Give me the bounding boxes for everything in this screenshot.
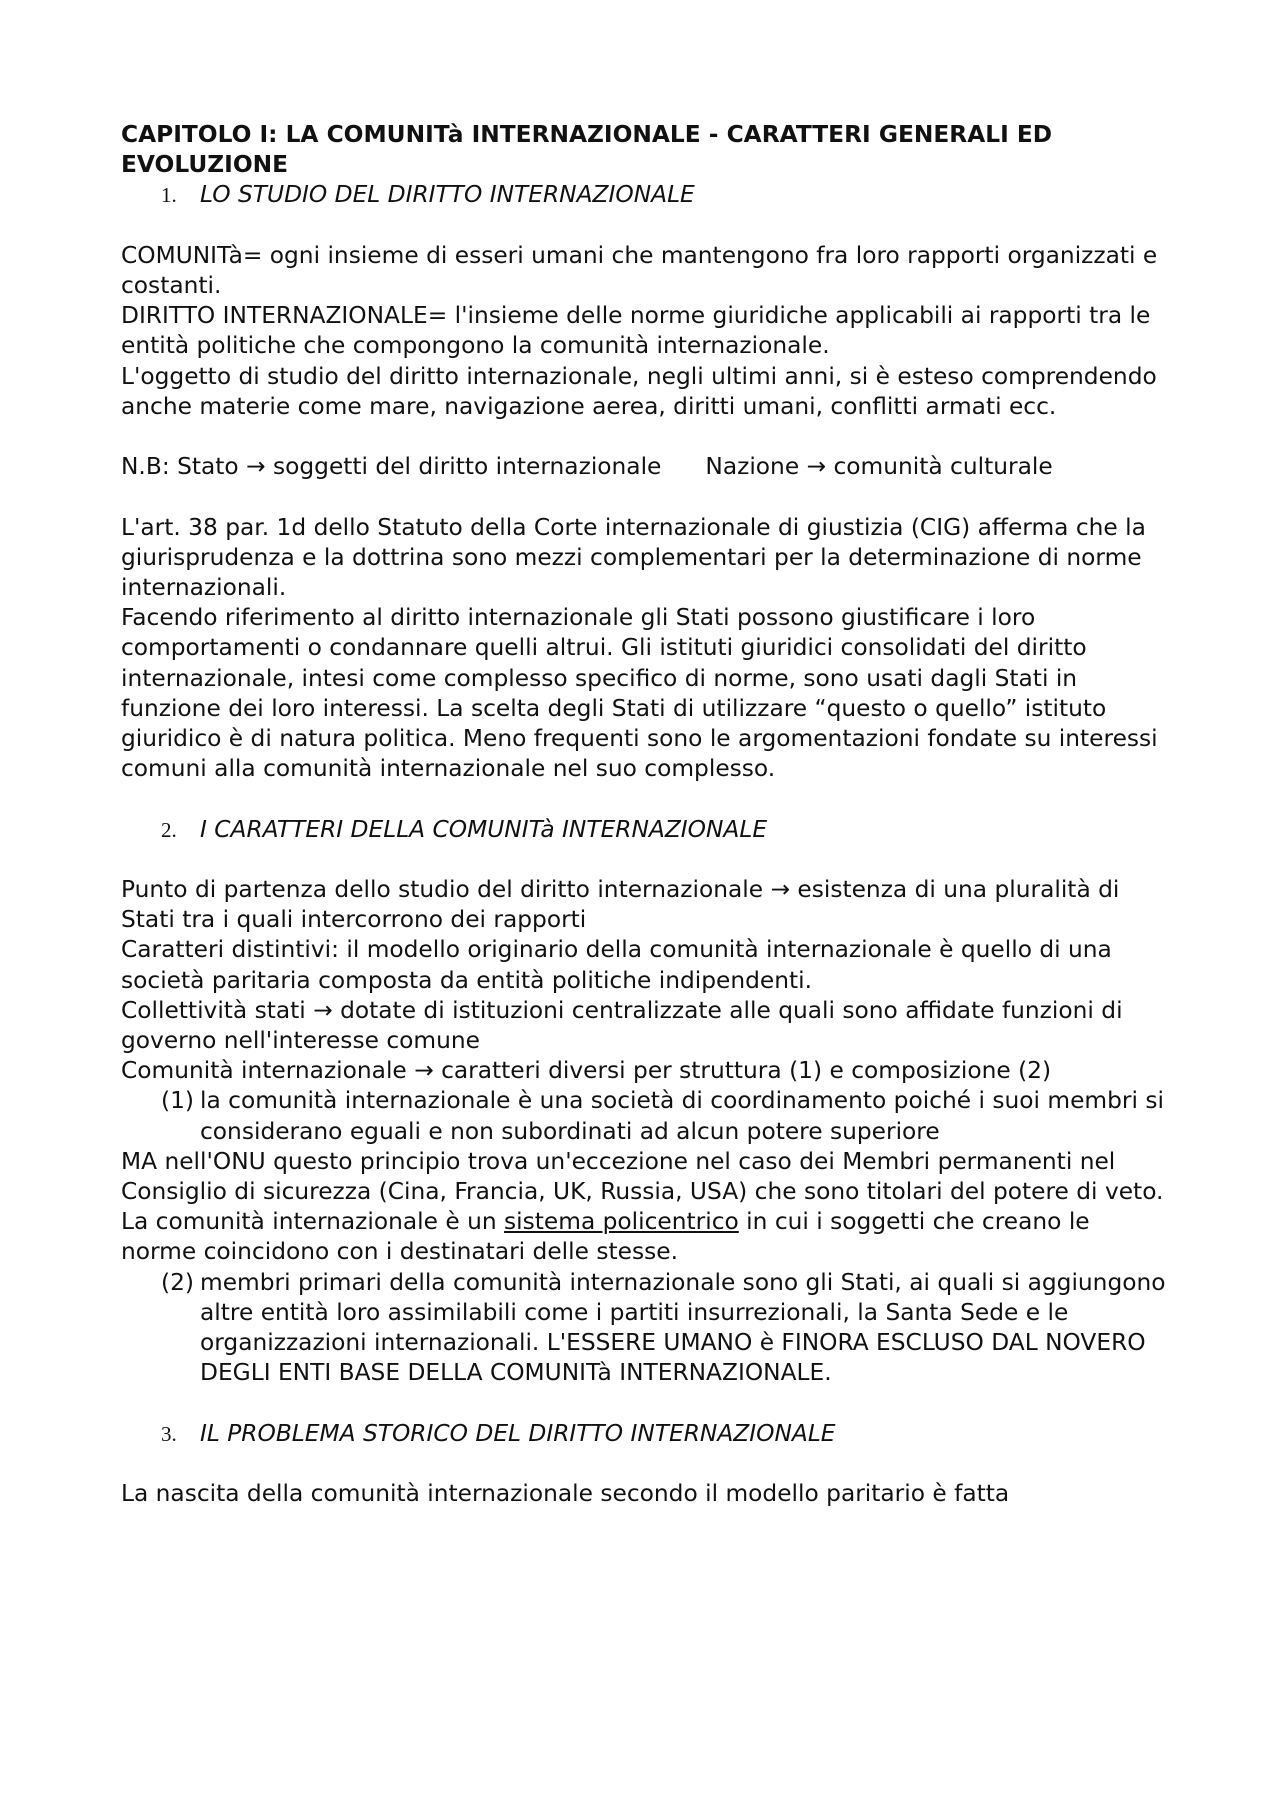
section-number-3: 3. [161, 1421, 177, 1446]
definition-comunita: COMUNITà= ogni insieme di esseri umani che mantengono fra loro rapporti organizzati e costanti. [121, 241, 1158, 299]
paragraph-onu: MA nell'ONU questo principio trova un'eccezione nel caso dei Membri permanenti nel Consiglio di sicurezza (Cina, Francia, UK, Russia, USA) che sono titolari del potere di veto. [121, 1147, 1164, 1206]
note-stato-nazione [121, 452, 1171, 482]
paragraph-caratteri-distintivi: Caratteri distintivi: il modello originario della comunità internazionale è quello di una società paritaria composta da entità politiche indipendenti. [121, 936, 1112, 994]
spacer [121, 211, 1171, 241]
definition-diritto-internazionale: DIRITTO INTERNAZIONALE= l'insieme delle norme giuridiche applicabili ai rapporti tra le entità politiche che compongono la comunità internazionale. [121, 302, 1151, 360]
section-title-3: IL PROBLEMA STORICO DEL DIRITTO INTERNAZIONALE [200, 1419, 836, 1447]
paragraph-art-38: L'art. 38 par. 1d dello Statuto della Corte internazionale di giustizia (CIG) afferma che la giurisprudenza e la dottrina sono mezzi complementari per la determinazione di norme internazionali. [121, 513, 1146, 601]
policentrico-before: La comunità internazionale è un [121, 1208, 505, 1236]
list-item-1 [121, 1086, 1171, 1146]
section-heading-2 [121, 815, 1171, 845]
paragraph-punto-partenza: Punto di partenza dello studio del diritto internazionale → esistenza di una pluralità di Stati tra i quali intercorrono dei rapporti [121, 876, 1120, 934]
list-item-2 [121, 1268, 1171, 1389]
section-title-2: I CARATTERI DELLA COMUNITà INTERNAZIONALE [200, 815, 768, 843]
spacer [121, 1388, 1171, 1418]
spacer [121, 845, 1171, 875]
list-marker-1: (1) [161, 1087, 195, 1115]
note-nazione: Nazione → comunità culturale [705, 453, 1053, 481]
spacer [121, 1449, 1171, 1479]
paragraph-oggetto-studio: L'oggetto di studio del diritto internazionale, negli ultimi anni, si è esteso comprendendo anche materie come mare, navigazione aerea, diritti umani, conflitti armati ecc. [121, 362, 1157, 420]
section-number-1: 1. [161, 183, 177, 208]
paragraph-comunita-caratteri: Comunità internazionale → caratteri diversi per struttura (1) e composizione (2) [121, 1057, 1052, 1085]
paragraph-giustificare: Facendo riferimento al diritto internazionale gli Stati possono giustificare i loro comportamenti o condannare quelli altrui. Gli istituti giuridici consolidati del diritto internazionale, intesi come complesso specifico di norme, sono usati dagli Stati in funzione dei loro interessi. La scelta degli Stati di utilizzare “questo o quello” istituto giuridico è di natura politica. Meno frequenti sono le argomentazioni fondate su interessi comuni alla comunità internazionale nel suo complesso. [121, 604, 1158, 783]
document-page [121, 120, 1171, 1509]
note-stato: N.B: Stato → soggetti del diritto internazionale [121, 453, 662, 481]
section-number-2: 2. [161, 817, 177, 842]
spacer [121, 422, 1171, 452]
paragraph-nascita: La nascita della comunità internazionale secondo il modello paritario è fatta [121, 1480, 1010, 1508]
list-text-1: la comunità internazionale è una società di coordinamento poiché i suoi membri si considerano eguali e non subordinati ad alcun potere superiore [200, 1087, 1164, 1145]
section-title-1: LO STUDIO DEL DIRITTO INTERNAZIONALE [200, 181, 695, 209]
section-heading-1 [121, 180, 1171, 210]
list-text-2: membri primari della comunità internazionale sono gli Stati, ai quali si aggiungono altre entità loro assimilabili come i partiti insurrezionali, la Santa Sede e le organizzazioni internazionali. L'ESSERE UMANO è FINORA ESCLUSO DAL NOVERO DEGLI ENTI BASE DELLA COMUNITà INTERNAZIONALE. [200, 1268, 1166, 1387]
underlined-term: sistema policentrico [504, 1208, 739, 1236]
paragraph-collettivita: Collettività stati → dotate di istituzioni centralizzate alle quali sono affidate funzioni di governo nell'interesse comune [121, 996, 1123, 1055]
list-marker-2: (2) [161, 1268, 195, 1296]
paragraph-policentrico [121, 1207, 1171, 1267]
spacer [121, 482, 1171, 512]
section-heading-3 [121, 1419, 1171, 1449]
chapter-title: CAPITOLO I: LA COMUNITà INTERNAZIONALE - CARATTERI GENERALI ED EVOLUZIONE [121, 121, 1053, 179]
spacer [121, 784, 1171, 814]
policentrico-after: in cui i soggetti che creano le norme coincidono con i destinatari delle stesse. [121, 1208, 1090, 1266]
